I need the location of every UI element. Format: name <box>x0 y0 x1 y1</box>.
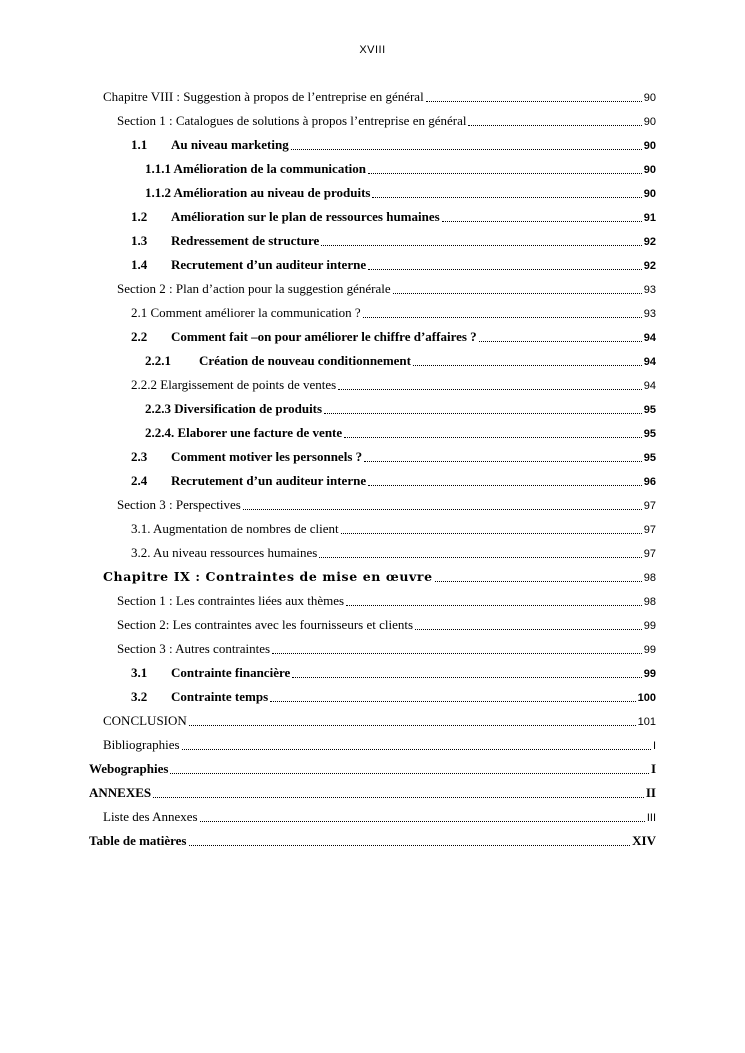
dot-leader <box>341 521 642 534</box>
toc-entry-page: I <box>652 740 656 752</box>
dot-leader <box>426 89 642 102</box>
dot-leader <box>338 377 642 390</box>
toc-entry-section-1[interactable] <box>117 112 656 130</box>
toc-entry-1-1-1[interactable] <box>145 160 656 178</box>
toc-entry-title: 2.2.3 Diversification de produits <box>145 401 323 416</box>
toc-entry-title: Liste des Annexes <box>103 809 198 824</box>
dot-leader <box>272 641 642 654</box>
toc-entry-2-3[interactable] <box>131 448 656 466</box>
toc-entry-title: 3.2. Au niveau ressources humaines <box>131 545 318 560</box>
toc-entry-title: Amélioration sur le plan de ressources humaines <box>171 209 440 224</box>
toc-entry-page: 94 <box>643 380 656 392</box>
toc-entry-title: Création de nouveau conditionnement <box>199 353 411 368</box>
toc-entry-title: Comment fait –on pour améliorer le chiffre d’affaires ? <box>171 329 477 344</box>
toc-entry-liste-des-annexes[interactable] <box>103 808 656 826</box>
toc-entry-2-2-1[interactable] <box>145 352 656 370</box>
toc-entry-chapitre-9[interactable] <box>103 568 656 586</box>
toc-entry-section-2[interactable] <box>117 280 656 298</box>
toc-entry-title: 2.2.4. Elaborer une facture de vente <box>145 425 343 440</box>
toc-entry-2-2[interactable] <box>131 328 656 346</box>
toc-entry-number: 2.4 <box>131 473 148 488</box>
toc-entry-page: 93 <box>643 308 656 320</box>
toc-entry-ch9-section-1[interactable] <box>117 592 656 610</box>
toc-entry-number: 2.2.1 <box>145 353 171 368</box>
dot-leader <box>321 233 641 246</box>
dot-leader <box>344 425 642 438</box>
toc-entry-title: Table de matières <box>89 833 187 848</box>
toc-entry-3-1[interactable] <box>131 520 656 538</box>
toc-entry-title: Section 1 : Catalogues de solutions à propos l’entreprise en général <box>117 113 467 128</box>
toc-entry-annexes[interactable] <box>89 784 656 802</box>
toc-entry-title: Comment motiver les personnels ? <box>171 449 363 464</box>
toc-entry-page: II <box>645 785 656 800</box>
page-number-header: XVIII <box>359 44 386 56</box>
toc-entry-3-2[interactable] <box>131 544 656 562</box>
toc-entry-page: 94 <box>643 356 656 368</box>
dot-leader <box>364 449 642 462</box>
toc-entry-page: 98 <box>643 572 656 584</box>
dot-leader <box>153 785 644 798</box>
toc-entry-section-3[interactable] <box>117 496 656 514</box>
toc-entry-title: Section 3 : Autres contraintes <box>117 641 271 656</box>
dot-leader <box>468 113 641 126</box>
dot-leader <box>363 305 642 318</box>
toc-entry-title: Au niveau marketing <box>171 137 289 152</box>
toc-entry-page: 101 <box>637 716 656 728</box>
toc-entry-page: 90 <box>643 164 656 176</box>
toc-entry-title: Bibliographies <box>103 737 180 752</box>
dot-leader <box>292 665 641 678</box>
toc-entry-title: 1.1.2 Amélioration au niveau de produits <box>145 185 371 200</box>
toc-entry-page: 95 <box>643 452 656 464</box>
toc-entry-page: 90 <box>643 92 656 104</box>
toc-entry-page: 95 <box>643 428 656 440</box>
dot-leader <box>413 353 642 366</box>
dot-leader <box>189 833 631 846</box>
dot-leader <box>372 185 641 198</box>
toc-entry-page: 90 <box>643 116 656 128</box>
toc-entry-title: Webographies <box>89 761 169 776</box>
dot-leader <box>368 161 642 174</box>
toc-entry-page: I <box>650 761 656 776</box>
dot-leader <box>442 209 642 222</box>
dot-leader <box>346 593 642 606</box>
toc-entry-number: 3.2 <box>131 689 148 704</box>
toc-entry-title: Recrutement d’un auditeur interne <box>171 473 367 488</box>
toc-entry-number: 2.2 <box>131 329 148 344</box>
toc-entry-bibliographies[interactable] <box>103 736 656 754</box>
toc-entry-2-1[interactable] <box>131 304 656 322</box>
toc-entry-2-4[interactable] <box>131 472 656 490</box>
toc-entry-number: 3.1 <box>131 665 148 680</box>
toc-entry-page: 99 <box>643 644 656 656</box>
toc-entry-ch9-section-2[interactable] <box>117 616 656 634</box>
dot-leader <box>324 401 642 414</box>
toc-entry-title: CONCLUSION <box>103 713 187 728</box>
dot-leader <box>182 737 651 750</box>
toc-entry-page: 99 <box>643 620 656 632</box>
toc-entry-2-2-4[interactable] <box>145 424 656 442</box>
toc-entry-chapitre-8[interactable] <box>103 88 656 106</box>
toc-entry-title: Contrainte temps <box>171 689 269 704</box>
toc-entry-title: 2.1 Comment améliorer la communication ? <box>131 305 361 320</box>
toc-entry-webographies[interactable] <box>89 760 656 778</box>
toc-entry-page: 90 <box>643 140 656 152</box>
dot-leader <box>319 545 641 558</box>
toc-entry-title: ANNEXES <box>89 785 152 800</box>
toc-entry-1-1[interactable] <box>131 136 656 154</box>
toc-entry-page: XIV <box>632 833 656 848</box>
toc-entry-page: 99 <box>643 668 656 680</box>
toc-entry-ch9-3-2[interactable] <box>131 688 656 706</box>
toc-entry-page: III <box>646 812 656 824</box>
dot-leader <box>435 569 642 582</box>
toc-entry-1-4[interactable] <box>131 256 656 274</box>
dot-leader <box>291 137 642 150</box>
dot-leader <box>243 497 642 510</box>
dot-leader <box>368 473 642 486</box>
toc-entry-page: 97 <box>643 524 656 536</box>
toc-entry-1-1-2[interactable] <box>145 184 656 202</box>
dot-leader <box>368 257 642 270</box>
toc-entry-page: 92 <box>643 260 656 272</box>
toc-entry-page: 92 <box>643 236 656 248</box>
toc-entry-number: 1.3 <box>131 233 148 248</box>
toc-entry-title: Section 3 : Perspectives <box>117 497 241 512</box>
toc-entry-page: 91 <box>643 212 656 224</box>
toc-entry-title: Chapitre IX : Contraintes de mise en œuvre <box>103 569 433 584</box>
toc-entry-title: Section 2 : Plan d’action pour la suggestion générale <box>117 281 391 296</box>
toc-entry-page: 97 <box>643 548 656 560</box>
toc-entry-page: 96 <box>643 476 656 488</box>
toc-entry-conclusion[interactable] <box>103 712 656 730</box>
toc-entry-page: 90 <box>643 188 656 200</box>
dot-leader <box>189 713 636 726</box>
dot-leader <box>270 689 636 702</box>
toc-entry-2-2-2[interactable] <box>131 376 656 394</box>
toc-entry-number: 2.3 <box>131 449 148 464</box>
toc-entry-title: 2.2.2 Elargissement de points de ventes <box>131 377 337 392</box>
toc-entry-title: Section 2: Les contraintes avec les fournisseurs et clients <box>117 617 414 632</box>
toc-entry-page: 98 <box>643 596 656 608</box>
toc-entry-number: 1.4 <box>131 257 148 272</box>
dot-leader <box>479 329 642 342</box>
toc-entry-page: 97 <box>643 500 656 512</box>
toc-entry-1-3[interactable] <box>131 232 656 250</box>
dot-leader <box>170 761 648 774</box>
toc-entry-table-de-matieres[interactable] <box>89 832 656 850</box>
toc-entry-title: 3.1. Augmentation de nombres de client <box>131 521 339 536</box>
toc-entry-page: 93 <box>643 284 656 296</box>
toc-entry-title: Contrainte financière <box>171 665 291 680</box>
toc-entry-ch9-3-1[interactable] <box>131 664 656 682</box>
toc-entry-title: Section 1 : Les contraintes liées aux thèmes <box>117 593 345 608</box>
toc-entry-number: 1.1 <box>131 137 148 152</box>
dot-leader <box>393 281 642 294</box>
toc-entry-title: Redressement de structure <box>171 233 320 248</box>
dot-leader <box>200 809 645 822</box>
toc-entry-number: 1.2 <box>131 209 148 224</box>
dot-leader <box>415 617 642 630</box>
toc-entry-ch9-section-3[interactable] <box>117 640 656 658</box>
toc-entry-title: 1.1.1 Amélioration de la communication <box>145 161 366 176</box>
toc-entry-page: 100 <box>637 692 656 704</box>
toc-entry-title: Chapitre VIII : Suggestion à propos de l’entreprise en général <box>103 89 424 104</box>
toc-entry-page: 95 <box>643 404 656 416</box>
toc-entry-1-2[interactable] <box>131 208 656 226</box>
toc-entry-page: 94 <box>643 332 656 344</box>
toc-entry-title: Recrutement d’un auditeur interne <box>171 257 367 272</box>
toc-entry-2-2-3[interactable] <box>145 400 656 418</box>
